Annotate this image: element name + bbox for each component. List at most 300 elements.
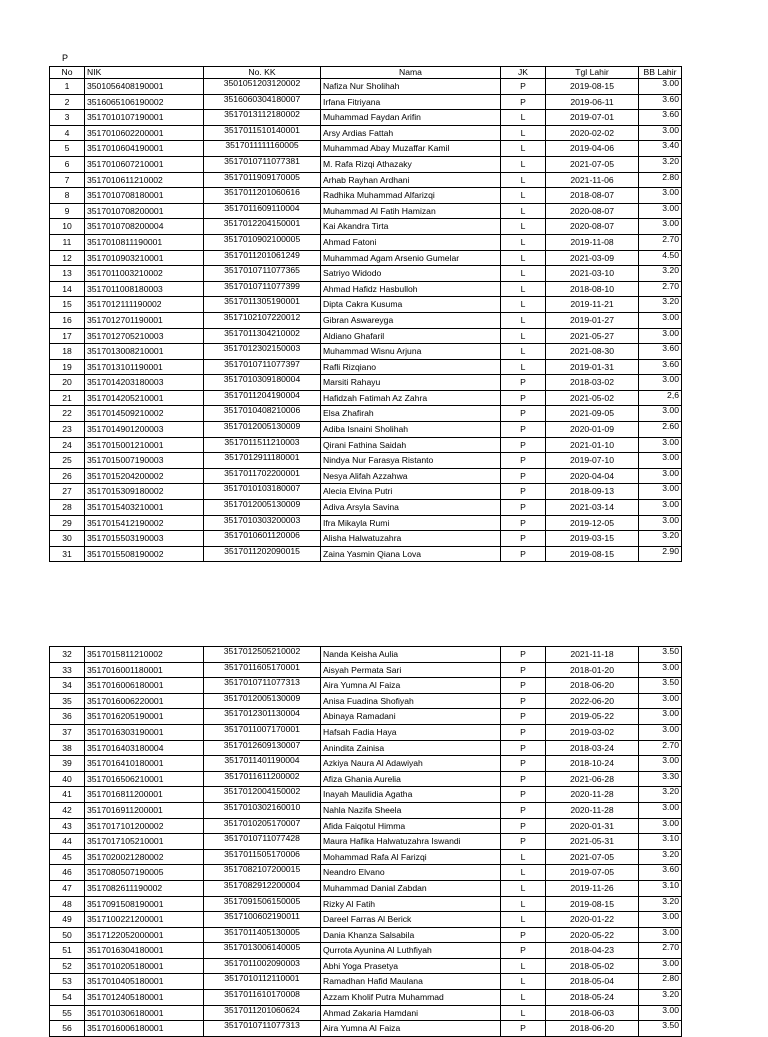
cell-bb-lahir: 2.60 bbox=[639, 422, 682, 438]
cell-bb-lahir: 3.20 bbox=[639, 849, 682, 865]
table-row bbox=[50, 422, 682, 438]
cell-nama: Muhammad Faydan Arifin bbox=[321, 110, 501, 126]
cell-no: 20 bbox=[50, 375, 85, 391]
cell-no-kk: 3517010302160010 bbox=[204, 802, 321, 818]
cell-bb-lahir: 3.50 bbox=[639, 647, 682, 663]
cell-nik: 3517011003210002 bbox=[85, 266, 204, 282]
cell-nik: 3517015204200002 bbox=[85, 468, 204, 484]
cell-jk: L bbox=[501, 141, 546, 157]
cell-nik: 3517011008180003 bbox=[85, 281, 204, 297]
table-row bbox=[50, 943, 682, 959]
table-row bbox=[50, 234, 682, 250]
cell-no-kk: 3517011702200001 bbox=[204, 468, 321, 484]
cell-jk: L bbox=[501, 328, 546, 344]
table-row bbox=[50, 1021, 682, 1037]
cell-no-kk: 3517010112110001 bbox=[204, 974, 321, 990]
cell-nama: Kai Akandra Tirta bbox=[321, 219, 501, 235]
cell-nama: Muhammad Abay Muzaffar Kamil bbox=[321, 141, 501, 157]
cell-nama: Gibran Aswareyga bbox=[321, 312, 501, 328]
cell-bb-lahir: 3.50 bbox=[639, 1021, 682, 1037]
cell-nik: 3517010604190001 bbox=[85, 141, 204, 157]
cell-nama: Rafli Rizqiano bbox=[321, 359, 501, 375]
table-row bbox=[50, 849, 682, 865]
header-jk: JK bbox=[501, 67, 546, 79]
table-row bbox=[50, 79, 682, 95]
cell-bb-lahir: 3.60 bbox=[639, 94, 682, 110]
cell-jk: P bbox=[501, 756, 546, 772]
cell-bb-lahir: 2.70 bbox=[639, 740, 682, 756]
cell-no: 6 bbox=[50, 156, 85, 172]
cell-nama: Anisa Fuadina Shofiyah bbox=[321, 693, 501, 709]
cell-nama: Ramadhan Hafid Maulana bbox=[321, 974, 501, 990]
cell-nama: Aira Yumna Al Faiza bbox=[321, 678, 501, 694]
cell-jk: L bbox=[501, 849, 546, 865]
cell-jk: L bbox=[501, 865, 546, 881]
cell-nik: 3517012701190001 bbox=[85, 312, 204, 328]
cell-nik: 3517010903210001 bbox=[85, 250, 204, 266]
table-body-top bbox=[50, 79, 682, 562]
table-row bbox=[50, 896, 682, 912]
cell-jk: P bbox=[501, 678, 546, 694]
cell-no-kk: 3517012204150001 bbox=[204, 219, 321, 235]
cell-jk: P bbox=[501, 484, 546, 500]
header-no: No bbox=[50, 67, 85, 79]
cell-nama: Muhammad Al Fatih Hamizan bbox=[321, 203, 501, 219]
cell-nama: Irfana Fitriyana bbox=[321, 94, 501, 110]
cell-no: 49 bbox=[50, 912, 85, 928]
cell-no: 29 bbox=[50, 515, 85, 531]
table-row bbox=[50, 771, 682, 787]
cell-bb-lahir: 2.70 bbox=[639, 281, 682, 297]
cell-jk: L bbox=[501, 203, 546, 219]
cell-bb-lahir: 3.00 bbox=[639, 1005, 682, 1021]
header-row bbox=[50, 67, 682, 79]
cell-jk: L bbox=[501, 880, 546, 896]
cell-nik: 3517016304180001 bbox=[85, 943, 204, 959]
table-row bbox=[50, 172, 682, 188]
cell-bb-lahir: 2.90 bbox=[639, 546, 682, 562]
cell-no-kk: 3517100602190011 bbox=[204, 912, 321, 928]
cell-no-kk: 3517010711077428 bbox=[204, 834, 321, 850]
cell-no-kk: 3517010711077313 bbox=[204, 1021, 321, 1037]
cell-bb-lahir: 3.00 bbox=[639, 484, 682, 500]
table-row bbox=[50, 546, 682, 562]
cell-no-kk: 3517091506150005 bbox=[204, 896, 321, 912]
cell-tgl-lahir: 2018-06-03 bbox=[546, 1005, 639, 1021]
cell-bb-lahir: 4.50 bbox=[639, 250, 682, 266]
cell-bb-lahir: 3.00 bbox=[639, 724, 682, 740]
cell-tgl-lahir: 2021-07-05 bbox=[546, 849, 639, 865]
cell-no: 52 bbox=[50, 958, 85, 974]
cell-tgl-lahir: 2022-06-20 bbox=[546, 693, 639, 709]
cell-nama: Adiba Isnaini Sholihah bbox=[321, 422, 501, 438]
table-row bbox=[50, 484, 682, 500]
cell-nik: 3517012111190002 bbox=[85, 297, 204, 313]
cell-jk: P bbox=[501, 546, 546, 562]
cell-no: 51 bbox=[50, 943, 85, 959]
cell-jk: P bbox=[501, 515, 546, 531]
cell-no-kk: 3517013006140005 bbox=[204, 943, 321, 959]
table-row bbox=[50, 974, 682, 990]
cell-tgl-lahir: 2021-03-14 bbox=[546, 500, 639, 516]
cell-tgl-lahir: 2018-08-10 bbox=[546, 281, 639, 297]
sheet-marker: P bbox=[62, 53, 69, 63]
cell-jk: L bbox=[501, 172, 546, 188]
cell-tgl-lahir: 2018-06-20 bbox=[546, 1021, 639, 1037]
cell-no: 26 bbox=[50, 468, 85, 484]
cell-no-kk: 3517011201060624 bbox=[204, 1005, 321, 1021]
cell-nik: 3517014901200003 bbox=[85, 422, 204, 438]
cell-jk: P bbox=[501, 390, 546, 406]
cell-nama: Muhammad Wisnu Arjuna bbox=[321, 344, 501, 360]
cell-bb-lahir: 3.00 bbox=[639, 515, 682, 531]
cell-no: 22 bbox=[50, 406, 85, 422]
cell-nama: Muhammad Danial Zabdan bbox=[321, 880, 501, 896]
cell-tgl-lahir: 2019-03-02 bbox=[546, 724, 639, 740]
cell-nama: Afida Faiqotul Himma bbox=[321, 818, 501, 834]
cell-bb-lahir: 3.00 bbox=[639, 709, 682, 725]
cell-no: 41 bbox=[50, 787, 85, 803]
cell-no: 50 bbox=[50, 927, 85, 943]
cell-tgl-lahir: 2019-11-21 bbox=[546, 297, 639, 313]
cell-bb-lahir: 2.70 bbox=[639, 943, 682, 959]
cell-tgl-lahir: 2019-05-22 bbox=[546, 709, 639, 725]
cell-nama: Qurrota Ayunina Al Luthfiyah bbox=[321, 943, 501, 959]
cell-no: 47 bbox=[50, 880, 85, 896]
cell-no-kk: 3517012301130004 bbox=[204, 709, 321, 725]
cell-bb-lahir: 2.80 bbox=[639, 172, 682, 188]
cell-jk: L bbox=[501, 958, 546, 974]
cell-no-kk: 3517012005130009 bbox=[204, 500, 321, 516]
cell-nama: Nindya Nur Farasya Ristanto bbox=[321, 453, 501, 469]
cell-jk: P bbox=[501, 771, 546, 787]
cell-jk: P bbox=[501, 647, 546, 663]
cell-no-kk: 3517012911180001 bbox=[204, 453, 321, 469]
cell-no: 7 bbox=[50, 172, 85, 188]
cell-bb-lahir: 3.00 bbox=[639, 818, 682, 834]
cell-no-kk: 3517011510140001 bbox=[204, 125, 321, 141]
table-row bbox=[50, 647, 682, 663]
cell-no: 43 bbox=[50, 818, 85, 834]
cell-bb-lahir: 3.00 bbox=[639, 693, 682, 709]
cell-nik: 3517010811190001 bbox=[85, 234, 204, 250]
cell-nama: Maura Hafika Halwatuzahra Iswandi bbox=[321, 834, 501, 850]
cell-jk: P bbox=[501, 724, 546, 740]
cell-no-kk: 3517010103180007 bbox=[204, 484, 321, 500]
cell-no: 45 bbox=[50, 849, 85, 865]
cell-nik: 3517016001180001 bbox=[85, 662, 204, 678]
cell-no-kk: 3517011007170001 bbox=[204, 724, 321, 740]
cell-no-kk: 3517010601120006 bbox=[204, 531, 321, 547]
cell-no-kk: 3517010711077397 bbox=[204, 359, 321, 375]
cell-jk: P bbox=[501, 1021, 546, 1037]
cell-nama: Arhab Rayhan Ardhani bbox=[321, 172, 501, 188]
cell-tgl-lahir: 2018-09-13 bbox=[546, 484, 639, 500]
cell-nama: Ifra Mikayla Rumi bbox=[321, 515, 501, 531]
cell-no: 3 bbox=[50, 110, 85, 126]
cell-nik: 3517100221200001 bbox=[85, 912, 204, 928]
cell-bb-lahir: 3.00 bbox=[639, 468, 682, 484]
cell-no: 28 bbox=[50, 500, 85, 516]
cell-bb-lahir: 3.00 bbox=[639, 802, 682, 818]
cell-nik: 3517010306180001 bbox=[85, 1005, 204, 1021]
table-row bbox=[50, 802, 682, 818]
cell-nik: 3517014205210001 bbox=[85, 390, 204, 406]
cell-bb-lahir: 3.00 bbox=[639, 756, 682, 772]
table-row bbox=[50, 156, 682, 172]
cell-jk: P bbox=[501, 834, 546, 850]
cell-bb-lahir: 3.20 bbox=[639, 297, 682, 313]
cell-nama: Nanda Keisha Aulia bbox=[321, 647, 501, 663]
cell-nama: Azzam Kholif Putra Muhammad bbox=[321, 990, 501, 1006]
cell-no-kk: 3517011611200002 bbox=[204, 771, 321, 787]
cell-nik: 3517013101190001 bbox=[85, 359, 204, 375]
table-row bbox=[50, 531, 682, 547]
cell-nama: Muhammad Agam Arsenio Gumelar bbox=[321, 250, 501, 266]
cell-tgl-lahir: 2018-01-20 bbox=[546, 662, 639, 678]
cell-bb-lahir: 3.60 bbox=[639, 344, 682, 360]
data-table-bottom bbox=[49, 646, 682, 1037]
cell-no-kk: 3517012005130009 bbox=[204, 422, 321, 438]
cell-bb-lahir: 3.10 bbox=[639, 834, 682, 850]
cell-no-kk: 3501051203120002 bbox=[204, 79, 321, 95]
cell-no-kk: 3517010711077365 bbox=[204, 266, 321, 282]
cell-tgl-lahir: 2021-05-02 bbox=[546, 390, 639, 406]
cell-nama: Hafidzah Fatimah Az Zahra bbox=[321, 390, 501, 406]
cell-no-kk: 3517010408210006 bbox=[204, 406, 321, 422]
cell-tgl-lahir: 2021-01-10 bbox=[546, 437, 639, 453]
cell-tgl-lahir: 2019-12-05 bbox=[546, 515, 639, 531]
table-row bbox=[50, 740, 682, 756]
cell-no: 34 bbox=[50, 678, 85, 694]
table-body-bottom bbox=[50, 647, 682, 1037]
cell-jk: P bbox=[501, 802, 546, 818]
header-nama: Nama bbox=[321, 67, 501, 79]
cell-nama: Abhi Yoga Prasetya bbox=[321, 958, 501, 974]
cell-tgl-lahir: 2019-06-11 bbox=[546, 94, 639, 110]
cell-no: 27 bbox=[50, 484, 85, 500]
cell-no-kk: 3517011002090003 bbox=[204, 958, 321, 974]
cell-nama: M. Rafa Rizqi Athazaky bbox=[321, 156, 501, 172]
cell-jk: L bbox=[501, 990, 546, 1006]
table-row bbox=[50, 110, 682, 126]
cell-bb-lahir: 3.00 bbox=[639, 375, 682, 391]
cell-tgl-lahir: 2019-03-15 bbox=[546, 531, 639, 547]
cell-jk: L bbox=[501, 896, 546, 912]
cell-no-kk: 3517011405130005 bbox=[204, 927, 321, 943]
cell-tgl-lahir: 2019-01-31 bbox=[546, 359, 639, 375]
cell-nik: 3517016506210001 bbox=[85, 771, 204, 787]
cell-no-kk: 3517012505210002 bbox=[204, 647, 321, 663]
cell-nik: 3517016911200001 bbox=[85, 802, 204, 818]
cell-no-kk: 3517010711077399 bbox=[204, 281, 321, 297]
cell-nik: 3517015412190002 bbox=[85, 515, 204, 531]
cell-no: 30 bbox=[50, 531, 85, 547]
cell-no: 18 bbox=[50, 344, 85, 360]
cell-tgl-lahir: 2019-07-01 bbox=[546, 110, 639, 126]
cell-nik: 3517010607210001 bbox=[85, 156, 204, 172]
table-row bbox=[50, 515, 682, 531]
cell-nik: 3517015007190003 bbox=[85, 453, 204, 469]
cell-nik: 3517014203180003 bbox=[85, 375, 204, 391]
cell-nama: Anindita Zainisa bbox=[321, 740, 501, 756]
cell-nama: Aisyah Permata Sari bbox=[321, 662, 501, 678]
cell-jk: L bbox=[501, 250, 546, 266]
cell-no-kk: 3517010711077381 bbox=[204, 156, 321, 172]
cell-jk: P bbox=[501, 693, 546, 709]
table-row bbox=[50, 927, 682, 943]
table-row bbox=[50, 1005, 682, 1021]
cell-no-kk: 3517012004150002 bbox=[204, 787, 321, 803]
table-row bbox=[50, 390, 682, 406]
cell-tgl-lahir: 2020-01-09 bbox=[546, 422, 639, 438]
cell-no: 39 bbox=[50, 756, 85, 772]
table-row bbox=[50, 818, 682, 834]
cell-bb-lahir: 3.60 bbox=[639, 359, 682, 375]
data-table-top bbox=[49, 66, 682, 562]
cell-bb-lahir: 3.00 bbox=[639, 79, 682, 95]
cell-no-kk: 3517011304210002 bbox=[204, 328, 321, 344]
table-row bbox=[50, 437, 682, 453]
cell-no: 11 bbox=[50, 234, 85, 250]
cell-tgl-lahir: 2020-08-07 bbox=[546, 203, 639, 219]
cell-no: 55 bbox=[50, 1005, 85, 1021]
cell-no-kk: 3517011610170008 bbox=[204, 990, 321, 1006]
header-bb-lahir: BB Lahir bbox=[639, 67, 682, 79]
cell-nama: Azkiya Naura Al Adawiyah bbox=[321, 756, 501, 772]
cell-tgl-lahir: 2018-05-24 bbox=[546, 990, 639, 1006]
cell-nik: 3517016303190001 bbox=[85, 724, 204, 740]
cell-no: 9 bbox=[50, 203, 85, 219]
cell-no-kk: 3516060304180007 bbox=[204, 94, 321, 110]
cell-nama: Neandro Elvano bbox=[321, 865, 501, 881]
cell-no-kk: 3517011401190004 bbox=[204, 756, 321, 772]
cell-no: 25 bbox=[50, 453, 85, 469]
cell-nik: 3517012405180001 bbox=[85, 990, 204, 1006]
cell-nik: 3517015503190003 bbox=[85, 531, 204, 547]
cell-nama: Aira Yumna Al Faiza bbox=[321, 1021, 501, 1037]
table-row bbox=[50, 662, 682, 678]
cell-tgl-lahir: 2019-08-15 bbox=[546, 546, 639, 562]
cell-nama: Aldiano Ghafaril bbox=[321, 328, 501, 344]
cell-no: 48 bbox=[50, 896, 85, 912]
cell-no: 42 bbox=[50, 802, 85, 818]
cell-nama: Dipta Cakra Kusuma bbox=[321, 297, 501, 313]
cell-no: 32 bbox=[50, 647, 85, 663]
cell-no-kk: 3517011201061249 bbox=[204, 250, 321, 266]
cell-tgl-lahir: 2018-10-24 bbox=[546, 756, 639, 772]
cell-no: 31 bbox=[50, 546, 85, 562]
table-row bbox=[50, 125, 682, 141]
cell-tgl-lahir: 2019-01-27 bbox=[546, 312, 639, 328]
cell-no-kk: 3517011505170006 bbox=[204, 849, 321, 865]
cell-tgl-lahir: 2021-05-27 bbox=[546, 328, 639, 344]
cell-nik: 3517010708180001 bbox=[85, 188, 204, 204]
cell-tgl-lahir: 2020-01-22 bbox=[546, 912, 639, 928]
cell-nama: Qirani Fathina Saidah bbox=[321, 437, 501, 453]
table-row bbox=[50, 453, 682, 469]
cell-no: 36 bbox=[50, 709, 85, 725]
cell-no-kk: 3517011201060616 bbox=[204, 188, 321, 204]
cell-tgl-lahir: 2020-11-28 bbox=[546, 787, 639, 803]
cell-nik: 3517082611190002 bbox=[85, 880, 204, 896]
cell-nama: Abinaya Ramadani bbox=[321, 709, 501, 725]
cell-jk: P bbox=[501, 662, 546, 678]
cell-nik: 3517091508190001 bbox=[85, 896, 204, 912]
cell-jk: P bbox=[501, 79, 546, 95]
cell-bb-lahir: 3.00 bbox=[639, 328, 682, 344]
cell-nik: 3517080507190005 bbox=[85, 865, 204, 881]
cell-nama: Nesya Alifah Azzahwa bbox=[321, 468, 501, 484]
cell-no-kk: 3517082912200004 bbox=[204, 880, 321, 896]
table-row bbox=[50, 709, 682, 725]
cell-no: 23 bbox=[50, 422, 85, 438]
cell-no: 35 bbox=[50, 693, 85, 709]
cell-nik: 3517016205190001 bbox=[85, 709, 204, 725]
cell-nama: Mohammad Rafa Al Farizqi bbox=[321, 849, 501, 865]
cell-nik: 3516065106190002 bbox=[85, 94, 204, 110]
cell-no: 15 bbox=[50, 297, 85, 313]
cell-jk: L bbox=[501, 156, 546, 172]
table-row bbox=[50, 297, 682, 313]
cell-jk: P bbox=[501, 818, 546, 834]
cell-jk: P bbox=[501, 740, 546, 756]
header-tgl-lahir: Tgl Lahir bbox=[546, 67, 639, 79]
cell-jk: P bbox=[501, 787, 546, 803]
cell-jk: L bbox=[501, 312, 546, 328]
cell-no: 17 bbox=[50, 328, 85, 344]
cell-tgl-lahir: 2018-03-02 bbox=[546, 375, 639, 391]
table-row bbox=[50, 328, 682, 344]
table-row bbox=[50, 912, 682, 928]
cell-jk: L bbox=[501, 219, 546, 235]
cell-bb-lahir: 2,6 bbox=[639, 390, 682, 406]
cell-nik: 3517015811210002 bbox=[85, 647, 204, 663]
cell-tgl-lahir: 2020-04-04 bbox=[546, 468, 639, 484]
cell-bb-lahir: 3.60 bbox=[639, 865, 682, 881]
cell-no: 13 bbox=[50, 266, 85, 282]
cell-nik: 3517010107190001 bbox=[85, 110, 204, 126]
table-row bbox=[50, 880, 682, 896]
cell-jk: L bbox=[501, 266, 546, 282]
table-row bbox=[50, 203, 682, 219]
cell-no-kk: 3517082107200015 bbox=[204, 865, 321, 881]
cell-tgl-lahir: 2019-04-06 bbox=[546, 141, 639, 157]
cell-no: 38 bbox=[50, 740, 85, 756]
cell-nik: 3517013008210001 bbox=[85, 344, 204, 360]
cell-no: 33 bbox=[50, 662, 85, 678]
table-row bbox=[50, 344, 682, 360]
cell-tgl-lahir: 2021-05-31 bbox=[546, 834, 639, 850]
cell-no: 5 bbox=[50, 141, 85, 157]
table-row bbox=[50, 834, 682, 850]
cell-bb-lahir: 3.00 bbox=[639, 437, 682, 453]
cell-no-kk: 3517012609130007 bbox=[204, 740, 321, 756]
cell-tgl-lahir: 2020-01-31 bbox=[546, 818, 639, 834]
cell-no-kk: 3517011202090015 bbox=[204, 546, 321, 562]
cell-tgl-lahir: 2020-05-22 bbox=[546, 927, 639, 943]
cell-nik: 3517015309180002 bbox=[85, 484, 204, 500]
cell-jk: L bbox=[501, 344, 546, 360]
cell-tgl-lahir: 2019-11-26 bbox=[546, 880, 639, 896]
cell-jk: P bbox=[501, 531, 546, 547]
cell-nama: Nahla Nazifa Sheela bbox=[321, 802, 501, 818]
cell-nama: Inayah Maulidia Agatha bbox=[321, 787, 501, 803]
cell-nama: Satriyo Widodo bbox=[321, 266, 501, 282]
cell-nik: 3517017101200002 bbox=[85, 818, 204, 834]
cell-no-kk: 3517010303200003 bbox=[204, 515, 321, 531]
cell-nik: 3517010602200001 bbox=[85, 125, 204, 141]
